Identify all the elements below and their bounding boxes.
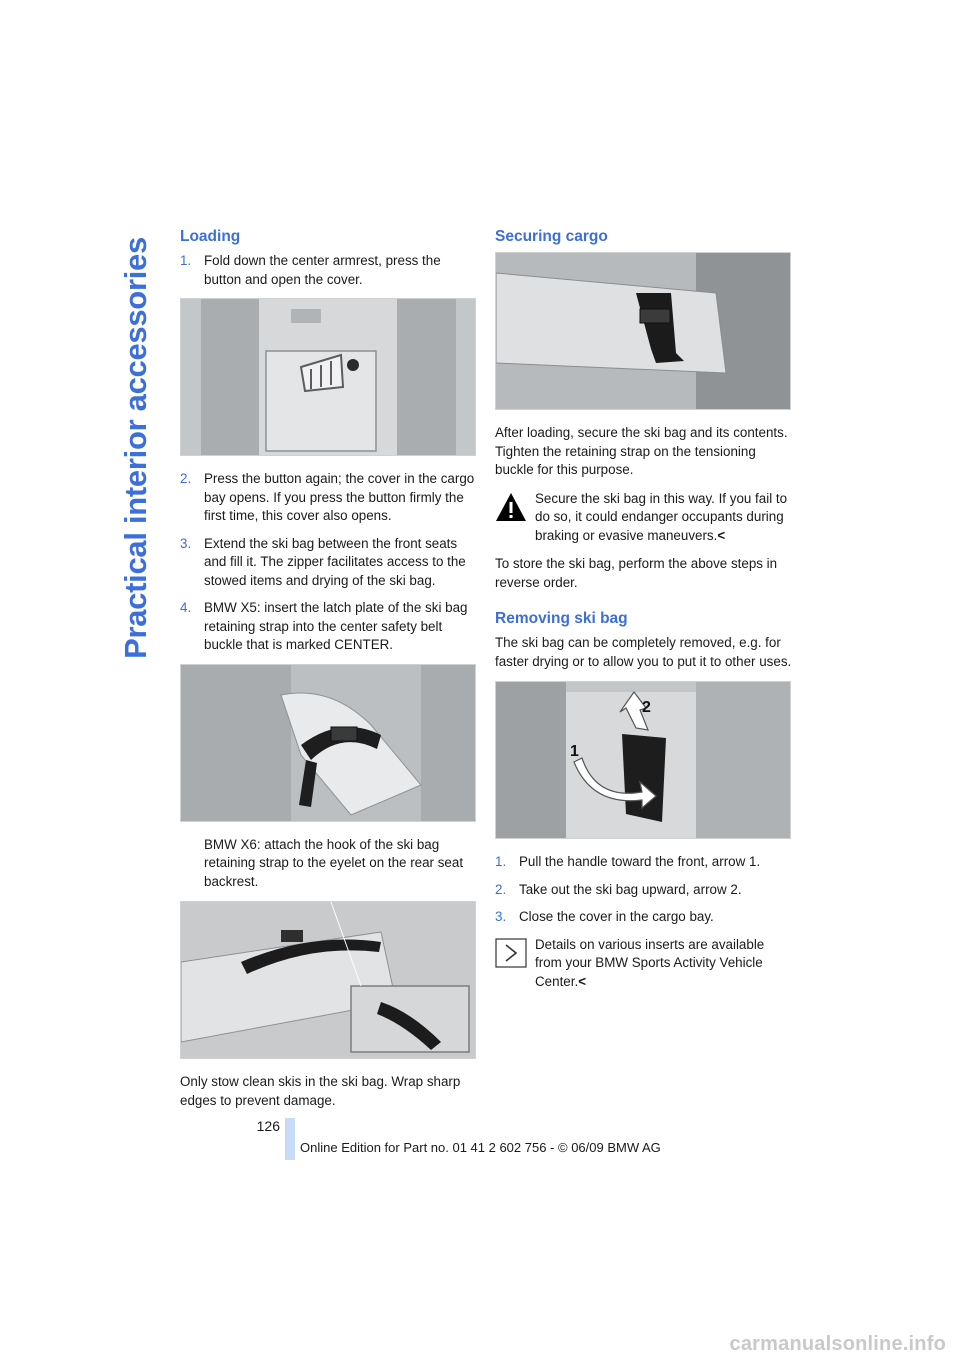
remove-step-3: [495, 908, 793, 927]
loading-step-2: [180, 470, 478, 526]
loading-step-4: [180, 599, 478, 655]
step-number: 2.: [180, 471, 192, 486]
step-number: 3.: [495, 909, 507, 924]
remove-step-2: [495, 881, 793, 900]
x6-instruction: BMW X6: attach the hook of the ski bag retaining strap to the eyelet on the rear seat backrest.: [204, 836, 464, 889]
step-text: Extend the ski bag between the front seats and fill it. The zipper facilitates access to the stowed items and drying of the ski bag.: [204, 535, 466, 588]
remove-step-1: [495, 853, 793, 872]
end-mark: <: [717, 527, 726, 543]
secure-text: After loading, secure the ski bag and its contents. Tighten the retaining strap on the tensioning buckle for this purpose.: [495, 425, 788, 477]
warning-triangle-icon: [495, 492, 527, 522]
edition-line: Online Edition for Part no. 01 41 2 602 756 - © 06/09 BMW AG: [300, 1140, 661, 1155]
heading-securing-cargo: Securing cargo: [495, 228, 608, 245]
section-title-vertical: [118, 228, 154, 668]
removing-ski-bag-photo: [495, 681, 791, 839]
info-note: [495, 936, 793, 992]
securing-cargo-illustration: [496, 253, 790, 409]
end-mark: <: [578, 973, 587, 989]
armrest-illustration: [181, 299, 475, 455]
securing-cargo-photo: [495, 252, 791, 410]
warning-text: Secure the ski bag in this way. If you fail to do so, it could endanger occupants during braking or evasive maneuvers.: [535, 490, 788, 543]
note-arrow-icon: [495, 938, 527, 968]
right-column: [495, 228, 793, 1001]
watermark: carmanualsonline.info: [729, 1333, 946, 1355]
step-text: Press the button again; the cover in the cargo bay opens. If you press the button firmly the first time, this cover also opens.: [204, 471, 475, 523]
page-number: 126: [256, 1118, 280, 1134]
remove-text: The ski bag can be completely removed, e.g. for faster drying or to allow you to put it to other uses.: [495, 635, 792, 669]
arrow-label-2: 2: [642, 699, 651, 716]
step-number: 1.: [495, 854, 507, 869]
loading-step-3: [180, 535, 478, 591]
step-text: Close the cover in the cargo bay.: [519, 909, 714, 924]
step-number: 4.: [180, 600, 192, 615]
heading-removing-ski-bag: Removing ski bag: [495, 610, 628, 627]
step-number: 3.: [180, 535, 192, 551]
step-text: Pull the handle toward the front, arrow 1.: [519, 854, 761, 869]
removing-ski-bag-illustration: [496, 682, 790, 838]
step-number: 2.: [495, 881, 507, 897]
left-column: [180, 228, 478, 1120]
section-title-text: Practical interior accessories: [118, 237, 153, 659]
x5-strap-photo: [180, 664, 476, 822]
step-text: Take out the ski bag upward, arrow 2.: [519, 881, 742, 897]
note-text: Details on various inserts are available from your BMW Sports Activity Vehicle Center.: [535, 936, 765, 989]
x6-strap-illustration: [181, 902, 475, 1058]
step-text: BMW X5: insert the latch plate of the ski bag retaining strap into the center safety belt buckle that is marked CENTER.: [204, 600, 468, 652]
arrow-label-1: 1: [570, 743, 579, 760]
step-text: Fold down the center armrest, press the button and open the cover.: [204, 253, 441, 287]
store-text: To store the ski bag, perform the above steps in reverse order.: [495, 556, 778, 590]
armrest-cover-photo: [180, 298, 476, 456]
step-number: 1.: [180, 253, 192, 268]
footer-accent-bar: [285, 1118, 295, 1160]
heading-loading: Loading: [180, 228, 241, 245]
warning-note: [495, 490, 793, 546]
loading-step-1: [180, 252, 478, 289]
x5-strap-illustration: [181, 665, 475, 821]
x6-strap-photo: [180, 901, 476, 1059]
closing-note: Only stow clean skis in the ski bag. Wrap sharp edges to prevent damage.: [180, 1074, 461, 1108]
